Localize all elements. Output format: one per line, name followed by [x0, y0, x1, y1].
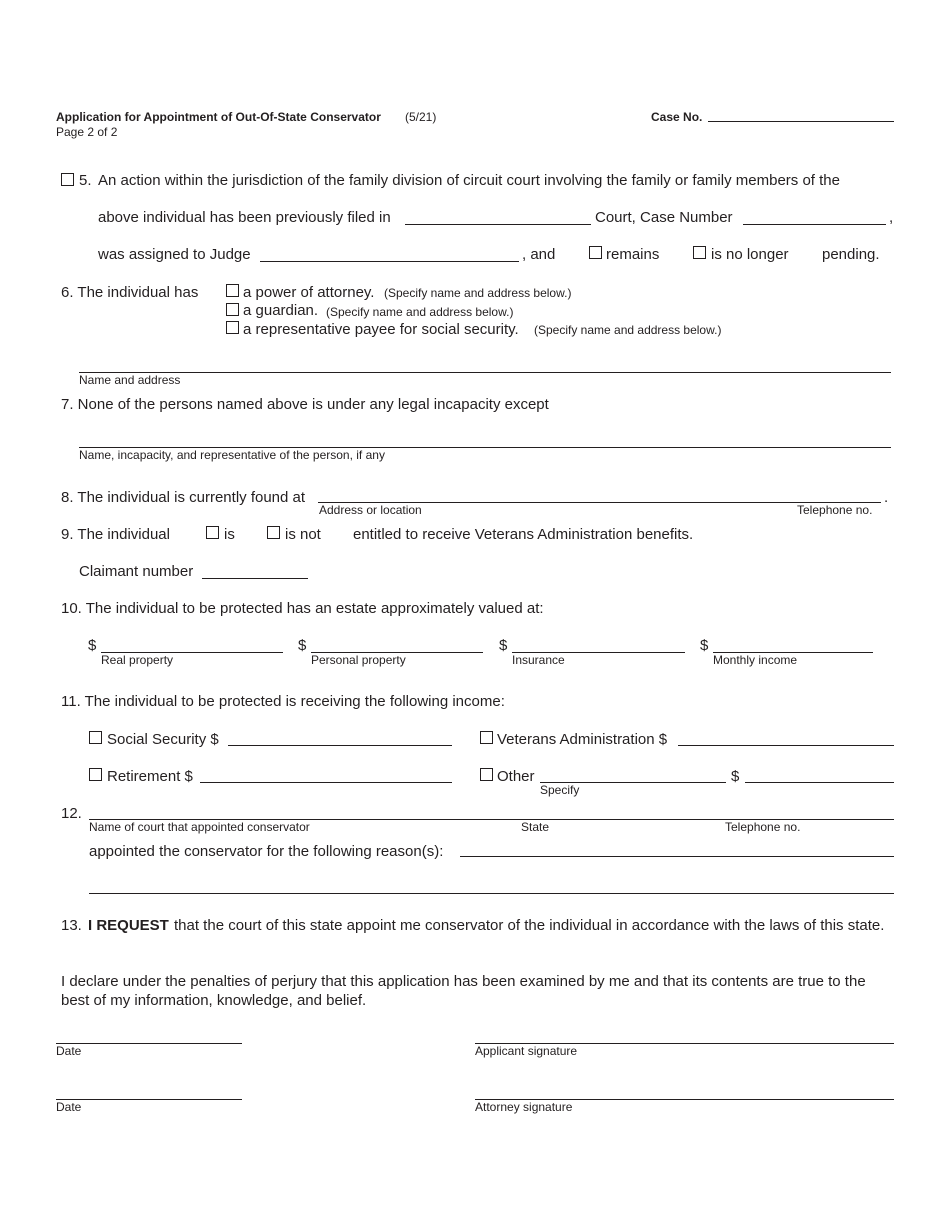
- declaration-line1: I declare under the penalties of perjury that this application has been examined by me and that its contents are true to the: [61, 973, 866, 990]
- real-dollar: $: [88, 637, 97, 654]
- item8-period: .: [884, 489, 889, 506]
- other-amount-field[interactable]: [745, 782, 894, 783]
- item10-text: 10. The individual to be protected has an estate approximately valued at:: [61, 600, 544, 617]
- monthly-income-caption: Monthly income: [713, 653, 798, 667]
- item8-text: 8. The individual is currently found at: [61, 489, 306, 506]
- applicant-signature-caption: Applicant signature: [475, 1044, 578, 1058]
- veterans-admin-label: Veterans Administration $: [497, 731, 668, 748]
- other-specify-caption: Specify: [540, 783, 580, 797]
- item5-line3a: was assigned to Judge: [98, 246, 251, 263]
- social-security-checkbox[interactable]: [89, 731, 102, 744]
- telephone-caption: Telephone no.: [797, 503, 873, 517]
- guardian-label: a guardian.: [243, 302, 319, 319]
- veterans-admin-field[interactable]: [678, 745, 894, 746]
- insurance-caption: Insurance: [512, 653, 565, 667]
- retirement-checkbox[interactable]: [89, 768, 102, 781]
- other-income-label: Other: [497, 768, 535, 785]
- no-longer-checkbox[interactable]: [693, 246, 706, 259]
- attorney-signature-caption: Attorney signature: [475, 1100, 573, 1114]
- item5-line2c: ,: [889, 209, 894, 226]
- item11-text: 11. The individual to be protected is receiving the following income:: [61, 693, 505, 710]
- date-caption-2: Date: [56, 1100, 82, 1114]
- retirement-field[interactable]: [200, 782, 452, 783]
- insurance-dollar: $: [499, 637, 508, 654]
- date-field-1[interactable]: [56, 1043, 242, 1044]
- reason-field-2[interactable]: [89, 893, 894, 894]
- va-is-label: is: [224, 526, 235, 543]
- item13-text: that the court of this state appoint me conservator of the individual in accordance with the laws of this state.: [174, 917, 885, 934]
- item13-number: 13.: [61, 917, 82, 934]
- reason-label: appointed the conservator for the following reason(s):: [89, 843, 444, 860]
- real-property-caption: Real property: [101, 653, 174, 667]
- guardian-checkbox[interactable]: [226, 303, 239, 316]
- item7-text: 7. None of the persons named above is under any legal incapacity except: [61, 396, 549, 413]
- claimant-number-field[interactable]: [202, 578, 308, 579]
- other-dollar: $: [731, 768, 740, 785]
- item9-tail: entitled to receive Veterans Administration benefits.: [353, 526, 694, 543]
- address-caption: Address or location: [319, 503, 422, 517]
- power-of-attorney-note: (Specify name and address below.): [384, 286, 572, 300]
- power-of-attorney-checkbox[interactable]: [226, 284, 239, 297]
- social-security-field[interactable]: [228, 745, 452, 746]
- payee-label: a representative payee for social security.: [243, 321, 519, 338]
- remains-checkbox[interactable]: [589, 246, 602, 259]
- va-is-not-checkbox[interactable]: [267, 526, 280, 539]
- payee-note: (Specify name and address below.): [534, 323, 722, 337]
- form-revision: (5/21): [405, 110, 437, 124]
- name-address-field[interactable]: [79, 372, 891, 373]
- court-caption: Name of court that appointed conservator: [89, 820, 310, 834]
- item13-request: I REQUEST: [88, 917, 169, 934]
- item5-line1: An action within the jurisdiction of the family division of circuit court involving the family or family members of the: [98, 172, 840, 189]
- case-no-field[interactable]: [708, 121, 894, 122]
- item12-number: 12.: [61, 805, 82, 822]
- state-caption: State: [521, 820, 550, 834]
- claimant-label: Claimant number: [79, 563, 194, 580]
- prior-case-number-field[interactable]: [743, 224, 886, 225]
- date-caption-1: Date: [56, 1044, 82, 1058]
- personal-dollar: $: [298, 637, 307, 654]
- date-field-2[interactable]: [56, 1099, 242, 1100]
- item5-line3b: , and: [522, 246, 556, 263]
- item6-lead: 6. The individual has: [61, 284, 199, 301]
- item9-lead: 9. The individual: [61, 526, 170, 543]
- judge-field[interactable]: [260, 261, 519, 262]
- incapacity-caption: Name, incapacity, and representative of the person, if any: [79, 448, 385, 462]
- court-telephone-caption: Telephone no.: [725, 820, 801, 834]
- other-income-checkbox[interactable]: [480, 768, 493, 781]
- no-longer-label: is no longer: [711, 246, 789, 263]
- monthly-dollar: $: [700, 637, 709, 654]
- pending-label: pending.: [822, 246, 880, 263]
- personal-property-caption: Personal property: [311, 653, 406, 667]
- prior-court-field[interactable]: [405, 224, 591, 225]
- remains-label: remains: [606, 246, 660, 263]
- form-title: Application for Appointment of Out-Of-State Conservator: [56, 110, 381, 124]
- page-number: Page 2 of 2: [56, 125, 118, 139]
- item5-checkbox[interactable]: [61, 173, 74, 186]
- power-of-attorney-label: a power of attorney.: [243, 284, 375, 301]
- retirement-label: Retirement $: [107, 768, 193, 785]
- va-is-not-label: is not: [285, 526, 321, 543]
- reason-field-1[interactable]: [460, 856, 894, 857]
- declaration-line2: best of my information, knowledge, and belief.: [61, 992, 367, 1009]
- veterans-admin-checkbox[interactable]: [480, 731, 493, 744]
- item5-line2b: Court, Case Number: [595, 209, 733, 226]
- name-address-caption: Name and address: [79, 373, 181, 387]
- case-no-label: Case No.: [651, 110, 703, 124]
- social-security-label: Social Security $: [107, 731, 219, 748]
- guardian-note: (Specify name and address below.): [326, 305, 514, 319]
- item5-number: 5.: [79, 172, 92, 189]
- payee-checkbox[interactable]: [226, 321, 239, 334]
- item5-line2a: above individual has been previously filed in: [98, 209, 391, 226]
- va-is-checkbox[interactable]: [206, 526, 219, 539]
